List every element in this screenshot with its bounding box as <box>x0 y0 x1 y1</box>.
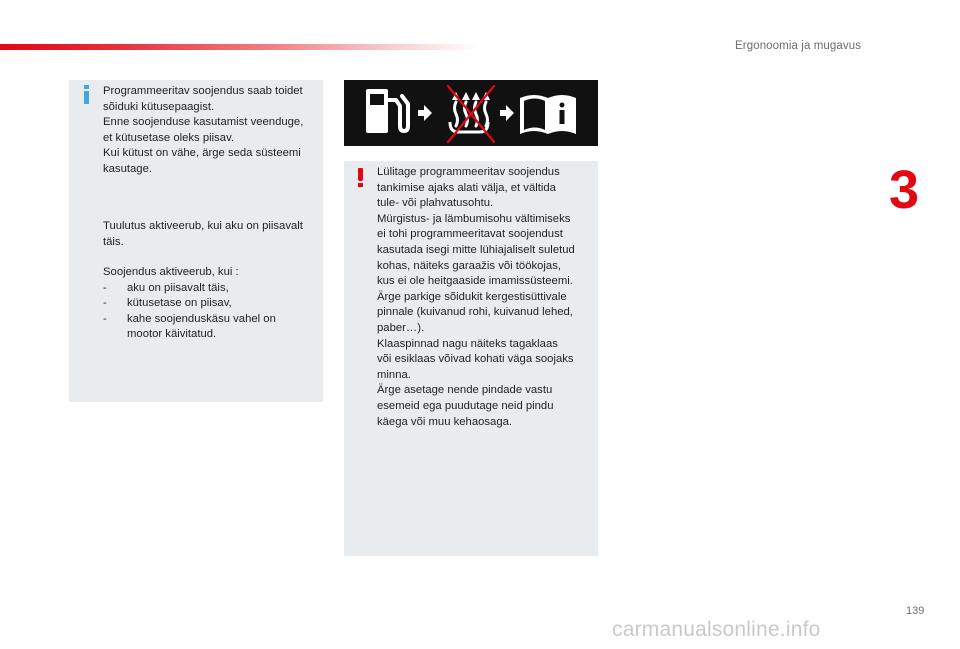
list-item: - kahe soojenduskäsu vahel on mootor käivitatud. <box>103 312 276 341</box>
info-paragraph-fuel: Programmeeritav soojendus saab toidet sõiduki kütusepaagist. Enne soojenduse kasutamist veenduge, et kütusetase oleks piisav. Kui kütust on vähe, ärge seda süsteemi kasutage. <box>103 85 304 175</box>
arrow-right-icon <box>418 105 432 121</box>
list-item: - kütusetase on piisav, <box>103 297 232 310</box>
info-paragraph-heating-conditions: Soojendus aktiveerub, kui : - aku on piisavalt täis, - kütusetase on piisav, - kahe soojenduskäsu vahel on mootor käivitatud. <box>103 265 319 343</box>
info-paragraph-ventilation: Tuulutus aktiveerub, kui aku on piisavalt täis. <box>103 220 303 248</box>
warning-exclamation-icon <box>357 168 365 188</box>
warning-text: Lülitage programmeeritav soojendus tankimise ajaks alati välja, et vältida tule- või plahvatusohtu. Mürgistus- ja lämbumisohu vältimiseks ei tohi programmeeritavat soojendust kasutada isegi mitte lühiajaliselt suletud kohas, näiteks garaažis või töökojas, kus ei ole heitgaaside imamissüsteemi. Ärge parkige sõidukit kergestisüttivale pinnale (kuivanud rohi, kuivanud lehed, paber…). Klaaspinnad nagu näiteks tagaklaas või esiklaas võivad kohati väga soojaks minna. Ärge asetage nende pindade vastu esemeid ega puudutage neid pindu käega või muu kehaosaga. <box>377 166 575 428</box>
arrow-right-icon <box>500 105 514 121</box>
info-box <box>69 80 323 402</box>
manual-book-info-icon <box>520 95 576 134</box>
info-icon <box>82 85 92 105</box>
header-accent-bar <box>0 44 480 50</box>
list-item: - aku on piisavalt täis, <box>103 281 229 294</box>
pictogram-banner <box>344 80 598 146</box>
chapter-number: 3 <box>889 160 920 220</box>
fuel-pump-icon <box>366 89 408 133</box>
chapter-title: Ergonoomia ja mugavus <box>735 40 862 52</box>
warning-box <box>344 161 598 556</box>
heater-crossed-icon <box>448 86 494 142</box>
page-number: 139 <box>906 605 925 617</box>
watermark: carmanualsonline.info <box>612 618 821 641</box>
